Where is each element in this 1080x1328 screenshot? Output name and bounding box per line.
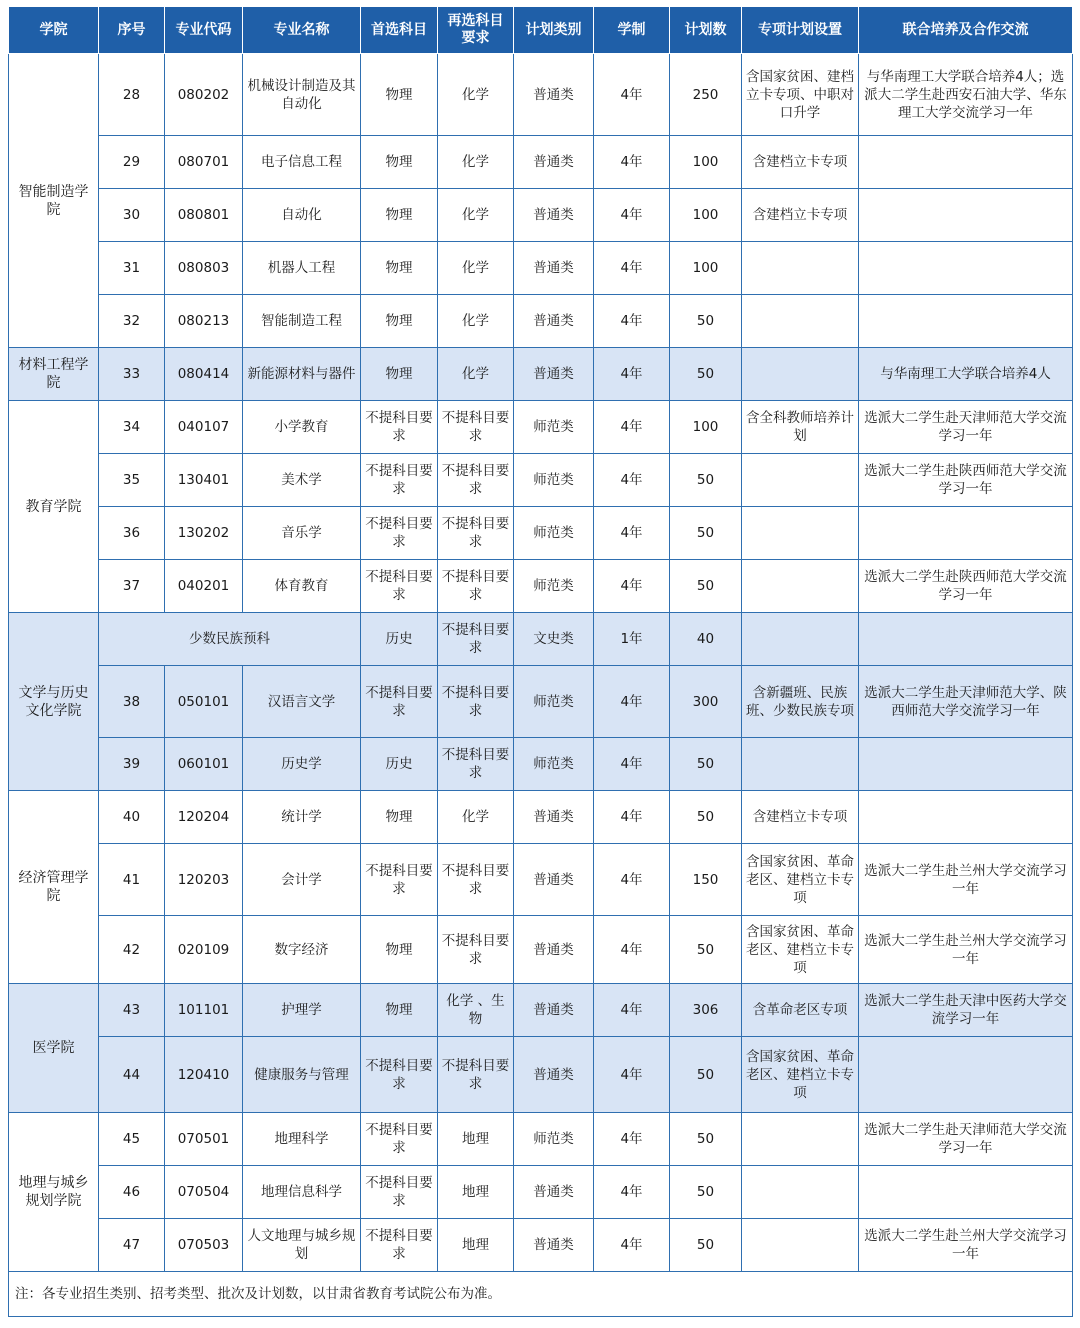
second-subject-cell: 不提科目要求 (438, 844, 514, 916)
header-seq: 序号 (99, 7, 165, 54)
special-plan-cell: 含建档立卡专项 (742, 136, 859, 189)
code-cell: 040201 (165, 560, 243, 613)
special-plan-cell (742, 507, 859, 560)
second-subject-cell: 化学 (438, 242, 514, 295)
seq-cell: 31 (99, 242, 165, 295)
plan-count-cell: 100 (670, 401, 742, 454)
cooperation-cell (859, 613, 1073, 666)
cooperation-cell (859, 136, 1073, 189)
major-name-cell: 机器人工程 (243, 242, 361, 295)
code-cell: 120203 (165, 844, 243, 916)
seq-cell: 39 (99, 738, 165, 791)
seq-cell: 34 (99, 401, 165, 454)
table-row (9, 401, 1073, 454)
plan-count-cell: 50 (670, 348, 742, 401)
plan-count-cell: 50 (670, 738, 742, 791)
second-subject-cell: 地理 (438, 1113, 514, 1166)
code-cell: 070503 (165, 1219, 243, 1272)
admission-plan-table-wrapper (8, 6, 1072, 1317)
plan-count-cell: 50 (670, 295, 742, 348)
plan-count-cell: 306 (670, 984, 742, 1037)
duration-cell: 4年 (594, 916, 670, 984)
plan-count-cell: 50 (670, 1037, 742, 1113)
first-subject-cell: 物理 (361, 295, 438, 348)
header-duration: 学制 (594, 7, 670, 54)
seq-cell: 42 (99, 916, 165, 984)
first-subject-cell: 不提科目要求 (361, 844, 438, 916)
plan-count-cell: 50 (670, 454, 742, 507)
note-row (9, 1272, 1073, 1317)
plan-count-cell: 100 (670, 242, 742, 295)
second-subject-cell: 不提科目要求 (438, 401, 514, 454)
seq-cell: 36 (99, 507, 165, 560)
college-cell: 经济管理学院 (9, 791, 99, 984)
cooperation-cell: 与华南理工大学联合培养4人；选派大二学生赴西安石油大学、华东理工大学交流学习一年 (859, 54, 1073, 136)
first-subject-cell: 不提科目要求 (361, 1166, 438, 1219)
duration-cell: 4年 (594, 666, 670, 738)
header-cooperation: 联合培养及合作交流 (859, 7, 1073, 54)
major-name-cell: 数字经济 (243, 916, 361, 984)
duration-cell: 4年 (594, 454, 670, 507)
code-cell: 080213 (165, 295, 243, 348)
first-subject-cell: 物理 (361, 984, 438, 1037)
second-subject-cell: 化学 (438, 791, 514, 844)
code-cell: 120204 (165, 791, 243, 844)
header-second-subject: 再选科目要求 (438, 7, 514, 54)
major-name-cell: 地理科学 (243, 1113, 361, 1166)
first-subject-cell: 不提科目要求 (361, 507, 438, 560)
plan-type-cell: 普通类 (514, 791, 594, 844)
seq-cell: 38 (99, 666, 165, 738)
college-cell: 材料工程学院 (9, 348, 99, 401)
table-row (9, 1037, 1073, 1113)
special-plan-cell: 含国家贫困、革命老区、建档立卡专项 (742, 844, 859, 916)
admission-plan-table (8, 6, 1073, 1317)
code-cell: 020109 (165, 916, 243, 984)
plan-type-cell: 师范类 (514, 401, 594, 454)
code-cell: 080803 (165, 242, 243, 295)
table-row (9, 984, 1073, 1037)
cooperation-cell: 选派大二学生赴兰州大学交流学习一年 (859, 916, 1073, 984)
college-cell: 医学院 (9, 984, 99, 1113)
table-row (9, 1113, 1073, 1166)
code-cell: 120410 (165, 1037, 243, 1113)
cooperation-cell (859, 507, 1073, 560)
first-subject-cell: 历史 (361, 613, 438, 666)
special-plan-cell (742, 348, 859, 401)
code-cell: 040107 (165, 401, 243, 454)
special-plan-cell: 含建档立卡专项 (742, 791, 859, 844)
header-first-subject: 首选科目 (361, 7, 438, 54)
header-plan-type: 计划类别 (514, 7, 594, 54)
code-cell: 050101 (165, 666, 243, 738)
seq-cell: 35 (99, 454, 165, 507)
cooperation-cell (859, 242, 1073, 295)
special-plan-cell: 含新疆班、民族班、少数民族专项 (742, 666, 859, 738)
duration-cell: 4年 (594, 54, 670, 136)
plan-type-cell: 师范类 (514, 1113, 594, 1166)
major-name-cell: 小学教育 (243, 401, 361, 454)
table-row (9, 560, 1073, 613)
major-name-cell: 历史学 (243, 738, 361, 791)
special-plan-cell (742, 1219, 859, 1272)
cooperation-cell (859, 1166, 1073, 1219)
first-subject-cell: 不提科目要求 (361, 1113, 438, 1166)
cooperation-cell: 选派大二学生赴兰州大学交流学习一年 (859, 1219, 1073, 1272)
second-subject-cell: 地理 (438, 1166, 514, 1219)
plan-count-cell: 50 (670, 916, 742, 984)
code-cell: 070504 (165, 1166, 243, 1219)
code-cell: 080202 (165, 54, 243, 136)
plan-count-cell: 100 (670, 189, 742, 242)
table-row (9, 1166, 1073, 1219)
college-cell: 智能制造学院 (9, 54, 99, 348)
plan-count-cell: 300 (670, 666, 742, 738)
special-plan-cell (742, 1113, 859, 1166)
special-plan-cell (742, 295, 859, 348)
major-name-cell: 电子信息工程 (243, 136, 361, 189)
special-plan-cell (742, 1166, 859, 1219)
seq-cell: 29 (99, 136, 165, 189)
college-cell: 地理与城乡规划学院 (9, 1113, 99, 1272)
duration-cell: 4年 (594, 295, 670, 348)
plan-type-cell: 师范类 (514, 738, 594, 791)
first-subject-cell: 物理 (361, 348, 438, 401)
major-name-cell: 智能制造工程 (243, 295, 361, 348)
plan-type-cell: 普通类 (514, 916, 594, 984)
second-subject-cell: 不提科目要求 (438, 738, 514, 791)
duration-cell: 4年 (594, 136, 670, 189)
plan-type-cell: 普通类 (514, 1037, 594, 1113)
major-name-cell: 地理信息科学 (243, 1166, 361, 1219)
duration-cell: 4年 (594, 1219, 670, 1272)
cooperation-cell (859, 189, 1073, 242)
header-code: 专业代码 (165, 7, 243, 54)
college-cell: 文学与历史文化学院 (9, 613, 99, 791)
plan-type-cell: 普通类 (514, 242, 594, 295)
table-row (9, 916, 1073, 984)
first-subject-cell: 不提科目要求 (361, 454, 438, 507)
first-subject-cell: 物理 (361, 916, 438, 984)
header-plan-count: 计划数 (670, 7, 742, 54)
special-plan-cell (742, 613, 859, 666)
plan-count-cell: 50 (670, 1113, 742, 1166)
header-major: 专业名称 (243, 7, 361, 54)
major-name-cell: 会计学 (243, 844, 361, 916)
table-row (9, 295, 1073, 348)
duration-cell: 4年 (594, 189, 670, 242)
first-subject-cell: 不提科目要求 (361, 1037, 438, 1113)
plan-type-cell: 普通类 (514, 189, 594, 242)
special-plan-cell: 含革命老区专项 (742, 984, 859, 1037)
code-cell: 070501 (165, 1113, 243, 1166)
cooperation-cell: 选派大二学生赴天津师范大学交流学习一年 (859, 401, 1073, 454)
header-college: 学院 (9, 7, 99, 54)
merged-major-cell: 少数民族预科 (99, 613, 361, 666)
code-cell: 080801 (165, 189, 243, 242)
cooperation-cell: 选派大二学生赴陕西师范大学交流学习一年 (859, 454, 1073, 507)
duration-cell: 4年 (594, 844, 670, 916)
major-name-cell: 音乐学 (243, 507, 361, 560)
major-name-cell: 机械设计制造及其自动化 (243, 54, 361, 136)
plan-count-cell: 50 (670, 560, 742, 613)
plan-type-cell: 普通类 (514, 136, 594, 189)
duration-cell: 1年 (594, 613, 670, 666)
plan-type-cell: 普通类 (514, 54, 594, 136)
duration-cell: 4年 (594, 560, 670, 613)
major-name-cell: 护理学 (243, 984, 361, 1037)
cooperation-cell: 选派大二学生赴天津师范大学、陕西师范大学交流学习一年 (859, 666, 1073, 738)
major-name-cell: 体育教育 (243, 560, 361, 613)
code-cell: 080414 (165, 348, 243, 401)
seq-cell: 28 (99, 54, 165, 136)
table-header-row (9, 7, 1073, 54)
code-cell: 060101 (165, 738, 243, 791)
plan-type-cell: 师范类 (514, 507, 594, 560)
header-special-plan: 专项计划设置 (742, 7, 859, 54)
plan-type-cell: 普通类 (514, 1219, 594, 1272)
plan-type-cell: 普通类 (514, 984, 594, 1037)
plan-type-cell: 文史类 (514, 613, 594, 666)
plan-count-cell: 40 (670, 613, 742, 666)
seq-cell: 30 (99, 189, 165, 242)
seq-cell: 43 (99, 984, 165, 1037)
table-row (9, 738, 1073, 791)
duration-cell: 4年 (594, 507, 670, 560)
duration-cell: 4年 (594, 738, 670, 791)
first-subject-cell: 不提科目要求 (361, 1219, 438, 1272)
cooperation-cell: 选派大二学生赴兰州大学交流学习一年 (859, 844, 1073, 916)
seq-cell: 33 (99, 348, 165, 401)
table-row (9, 844, 1073, 916)
plan-count-cell: 50 (670, 1166, 742, 1219)
first-subject-cell: 物理 (361, 136, 438, 189)
duration-cell: 4年 (594, 791, 670, 844)
plan-type-cell: 师范类 (514, 454, 594, 507)
seq-cell: 41 (99, 844, 165, 916)
first-subject-cell: 物理 (361, 791, 438, 844)
seq-cell: 46 (99, 1166, 165, 1219)
cooperation-cell (859, 1037, 1073, 1113)
duration-cell: 4年 (594, 401, 670, 454)
second-subject-cell: 不提科目要求 (438, 507, 514, 560)
cooperation-cell: 选派大二学生赴天津中医药大学交流学习一年 (859, 984, 1073, 1037)
major-name-cell: 自动化 (243, 189, 361, 242)
table-row (9, 189, 1073, 242)
special-plan-cell: 含国家贫困、建档立卡专项、中职对口升学 (742, 54, 859, 136)
plan-type-cell: 普通类 (514, 295, 594, 348)
table-row (9, 507, 1073, 560)
table-row (9, 454, 1073, 507)
second-subject-cell: 不提科目要求 (438, 1037, 514, 1113)
code-cell: 130401 (165, 454, 243, 507)
plan-count-cell: 100 (670, 136, 742, 189)
table-row (9, 348, 1073, 401)
table-body (9, 54, 1073, 1272)
table-row (9, 242, 1073, 295)
special-plan-cell: 含国家贫困、革命老区、建档立卡专项 (742, 1037, 859, 1113)
major-name-cell: 统计学 (243, 791, 361, 844)
second-subject-cell: 化学 (438, 136, 514, 189)
second-subject-cell: 化学 (438, 295, 514, 348)
plan-type-cell: 普通类 (514, 1166, 594, 1219)
table-row (9, 136, 1073, 189)
second-subject-cell: 不提科目要求 (438, 560, 514, 613)
first-subject-cell: 物理 (361, 242, 438, 295)
plan-type-cell: 师范类 (514, 666, 594, 738)
first-subject-cell: 历史 (361, 738, 438, 791)
special-plan-cell: 含建档立卡专项 (742, 189, 859, 242)
major-name-cell: 美术学 (243, 454, 361, 507)
table-row (9, 613, 1073, 666)
cooperation-cell: 选派大二学生赴天津师范大学交流学习一年 (859, 1113, 1073, 1166)
second-subject-cell: 化学 (438, 189, 514, 242)
duration-cell: 4年 (594, 242, 670, 295)
cooperation-cell (859, 791, 1073, 844)
code-cell: 130202 (165, 507, 243, 560)
special-plan-cell: 含全科教师培养计划 (742, 401, 859, 454)
duration-cell: 4年 (594, 1113, 670, 1166)
special-plan-cell (742, 454, 859, 507)
table-row (9, 54, 1073, 136)
second-subject-cell: 地理 (438, 1219, 514, 1272)
second-subject-cell: 不提科目要求 (438, 613, 514, 666)
cooperation-cell: 与华南理工大学联合培养4人 (859, 348, 1073, 401)
code-cell: 101101 (165, 984, 243, 1037)
table-row (9, 666, 1073, 738)
second-subject-cell: 不提科目要求 (438, 666, 514, 738)
plan-count-cell: 50 (670, 1219, 742, 1272)
cooperation-cell (859, 295, 1073, 348)
first-subject-cell: 物理 (361, 189, 438, 242)
first-subject-cell: 物理 (361, 54, 438, 136)
plan-count-cell: 50 (670, 791, 742, 844)
plan-type-cell: 师范类 (514, 560, 594, 613)
seq-cell: 37 (99, 560, 165, 613)
seq-cell: 40 (99, 791, 165, 844)
second-subject-cell: 化学 、生物 (438, 984, 514, 1037)
first-subject-cell: 不提科目要求 (361, 666, 438, 738)
table-row (9, 1219, 1073, 1272)
major-name-cell: 人文地理与城乡规划 (243, 1219, 361, 1272)
seq-cell: 45 (99, 1113, 165, 1166)
plan-count-cell: 150 (670, 844, 742, 916)
code-cell: 080701 (165, 136, 243, 189)
special-plan-cell: 含国家贫困、革命老区、建档立卡专项 (742, 916, 859, 984)
special-plan-cell (742, 560, 859, 613)
special-plan-cell (742, 738, 859, 791)
duration-cell: 4年 (594, 984, 670, 1037)
plan-count-cell: 50 (670, 507, 742, 560)
second-subject-cell: 化学 (438, 348, 514, 401)
major-name-cell: 新能源材料与器件 (243, 348, 361, 401)
first-subject-cell: 不提科目要求 (361, 560, 438, 613)
seq-cell: 32 (99, 295, 165, 348)
first-subject-cell: 不提科目要求 (361, 401, 438, 454)
duration-cell: 4年 (594, 348, 670, 401)
duration-cell: 4年 (594, 1037, 670, 1113)
plan-count-cell: 250 (670, 54, 742, 136)
special-plan-cell (742, 242, 859, 295)
seq-cell: 47 (99, 1219, 165, 1272)
major-name-cell: 汉语言文学 (243, 666, 361, 738)
second-subject-cell: 不提科目要求 (438, 916, 514, 984)
second-subject-cell: 不提科目要求 (438, 454, 514, 507)
cooperation-cell (859, 738, 1073, 791)
duration-cell: 4年 (594, 1166, 670, 1219)
second-subject-cell: 化学 (438, 54, 514, 136)
footnote: 注：各专业招生类别、招考类型、批次及计划数，以甘肃省教育考试院公布为准。 (9, 1272, 1073, 1317)
table-row (9, 791, 1073, 844)
plan-type-cell: 普通类 (514, 348, 594, 401)
plan-type-cell: 普通类 (514, 844, 594, 916)
major-name-cell: 健康服务与管理 (243, 1037, 361, 1113)
seq-cell: 44 (99, 1037, 165, 1113)
cooperation-cell: 选派大二学生赴陕西师范大学交流学习一年 (859, 560, 1073, 613)
college-cell: 教育学院 (9, 401, 99, 613)
